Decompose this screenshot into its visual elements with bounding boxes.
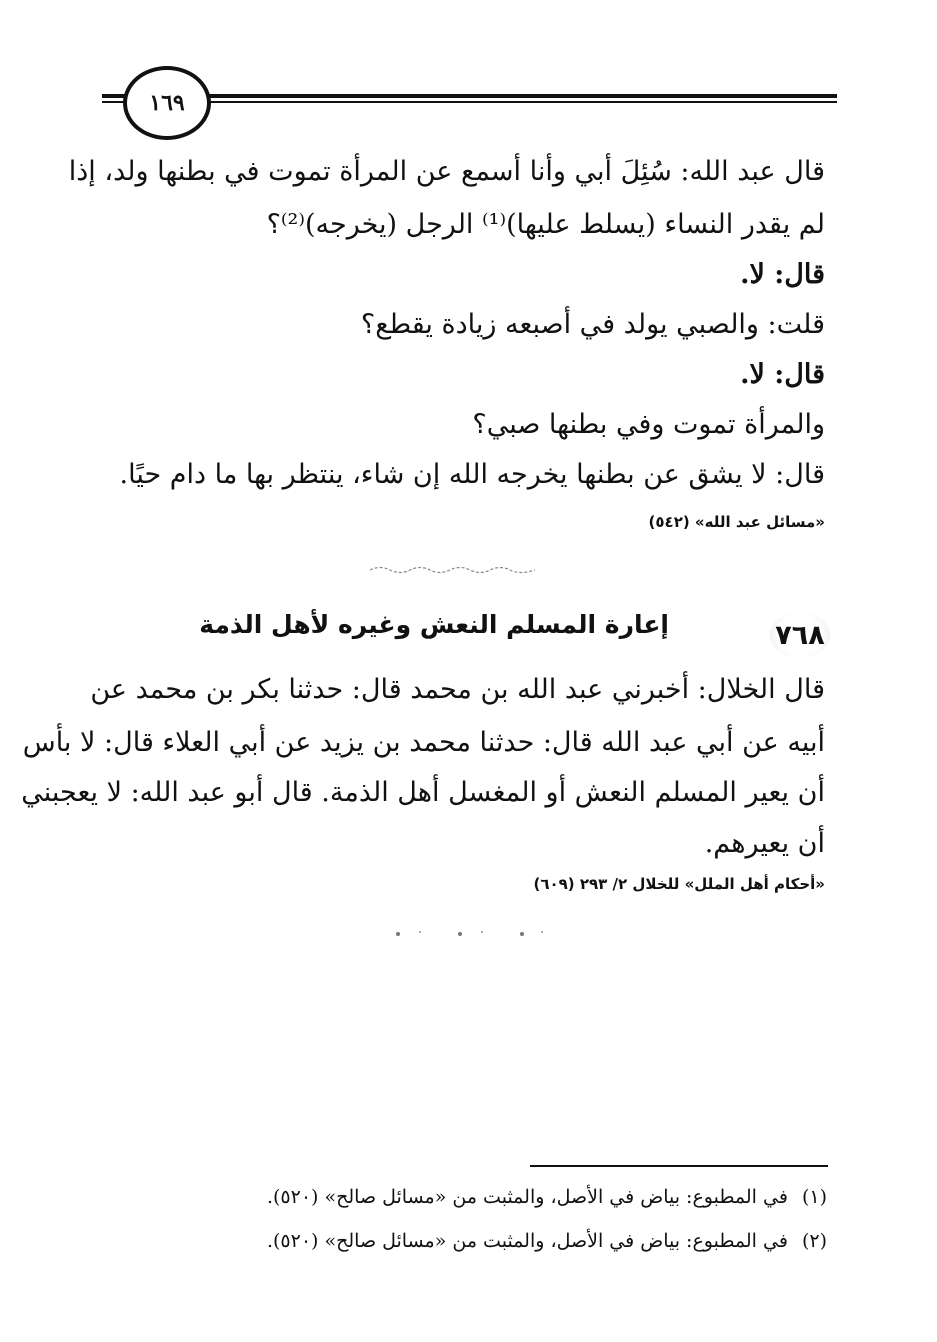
page-number: ١٦٩ <box>149 90 185 116</box>
footnote-text: في المطبوع: بياض في الأصل، والمثبت من «مسائل صالح» (٥٢٠). <box>266 1230 788 1252</box>
paragraph-line: والمرأة تموت وفي بطنها صبي؟ <box>472 409 825 440</box>
paragraph-line: قال: لا. <box>740 359 825 390</box>
footnote-text: في المطبوع: بياض في الأصل، والمثبت من «مسائل صالح» (٥٢٠). <box>266 1186 788 1208</box>
header-rule-thick <box>102 94 837 98</box>
footnote-number: (١) <box>801 1186 827 1208</box>
paragraph-line: قال الخلال: أخبرني عبد الله بن محمد قال: حدثنا بكر بن محمد عن <box>90 674 825 705</box>
page-number-badge <box>123 66 211 140</box>
paragraph-line: أن يعيرهم. <box>704 828 825 859</box>
footnote <box>267 1182 827 1212</box>
footnote-number: (٢) <box>801 1230 827 1252</box>
header-rule-thin <box>102 101 837 103</box>
paragraph-line: أبيه عن أبي عبد الله قال: حدثنا محمد بن يزيد عن أبي العلاء قال: لا بأس <box>22 727 825 758</box>
paragraph-line: أن يعير المسلم النعش أو المغسل أهل الذمة. قال أبو عبد الله: لا يعجبني <box>21 777 825 808</box>
entry-number: ٧٦٨ <box>770 612 830 658</box>
paragraph-line: قال: لا يشق عن بطنها يخرجه الله إن شاء، ينتظر بها ما دام حيًا. <box>119 459 825 490</box>
paragraph-line: لم يقدر النساء (يسلط عليها)⁽¹⁾ الرجل (يخرجه)⁽²⁾؟ <box>266 209 825 240</box>
entry-title: إعارة المسلم النعش وغيره لأهل الذمة <box>199 610 669 639</box>
paragraph-line: قال: لا. <box>740 259 825 290</box>
end-ornament <box>390 928 550 941</box>
paragraph-line: قلت: والصبي يولد في أصبعه زيادة يقطع؟ <box>360 309 825 340</box>
section-divider-ornament <box>370 565 535 578</box>
source-citation: «مسائل عبد الله» (٥٤٢) <box>648 513 825 531</box>
paragraph-line: قال عبد الله: سُئِلَ أبي وأنا أسمع عن المرأة تموت في بطنها ولد، إذا <box>68 156 825 187</box>
footnote-separator <box>530 1165 828 1167</box>
source-citation: «أحكام أهل الملل» للخلال ٢/ ٢٩٣ (٦٠٩) <box>533 875 825 893</box>
footnote <box>267 1226 827 1256</box>
